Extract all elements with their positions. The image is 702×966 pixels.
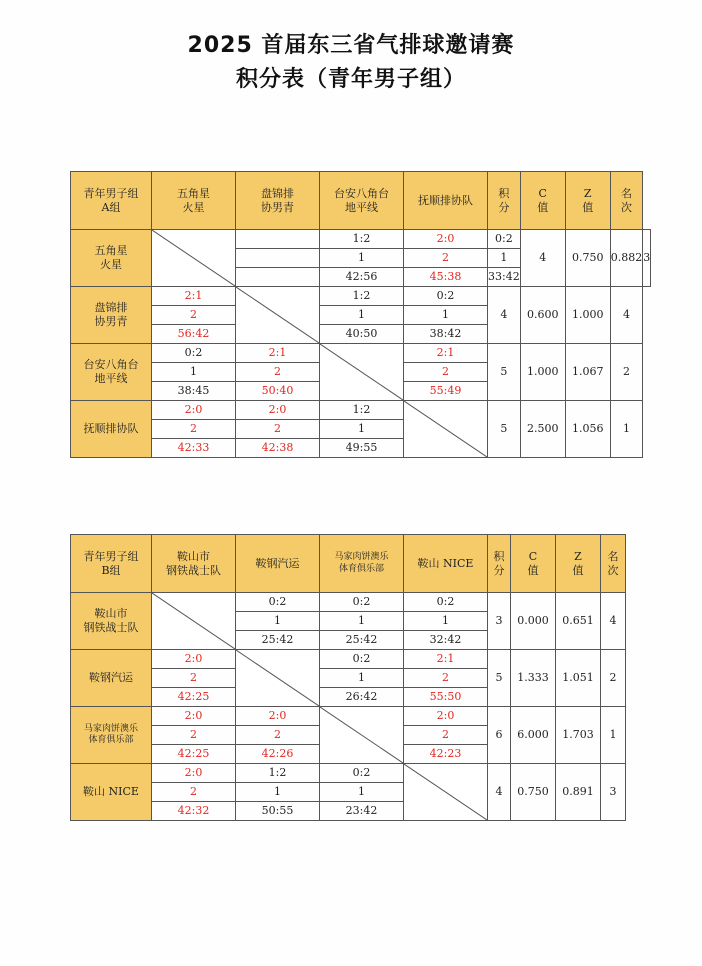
self-match-diagonal	[152, 230, 236, 287]
match-points-cell: 2	[404, 249, 488, 268]
text-line: 五角星	[177, 186, 210, 200]
match-score-cell: 0:2	[404, 287, 488, 306]
text-line: 协男青	[261, 200, 294, 214]
match-score-cell: 2:0	[236, 401, 320, 420]
points-header	[488, 172, 521, 230]
c-value-cell: 2.500	[520, 401, 565, 458]
match-points-cell: 2	[404, 363, 488, 382]
match-balls-cell: 40:50	[320, 325, 404, 344]
team-row-header	[71, 764, 152, 821]
team-column-header	[404, 172, 488, 230]
text-line: 青年男子组	[83, 186, 139, 200]
match-points-cell: 1	[320, 249, 404, 268]
match-balls-cell: 55:50	[404, 688, 488, 707]
match-balls-cell: 42:56	[320, 268, 404, 287]
diagonal-line	[152, 230, 235, 286]
z-value-cell: 0.882	[610, 230, 643, 287]
match-score-cell: 0:2	[320, 650, 404, 669]
text-line: C	[538, 186, 547, 200]
match-balls-cell: 25:42	[320, 631, 404, 650]
total-points-cell: 5	[488, 344, 521, 401]
match-score-cell: 2:0	[152, 764, 236, 783]
team-row-header	[71, 593, 152, 650]
text-line: 马家肉饼澳乐	[334, 552, 389, 563]
match-balls-cell: 38:45	[152, 382, 236, 401]
team-column-header	[152, 535, 236, 593]
match-points-cell: 1	[404, 306, 488, 325]
match-score-cell: 0:2	[152, 344, 236, 363]
match-points-cell: 1	[320, 783, 404, 802]
rank-header	[601, 535, 626, 593]
self-match-diagonal	[152, 593, 236, 650]
text-line: 体育俱乐部	[88, 735, 134, 745]
text-line: B组	[101, 563, 121, 577]
match-balls-cell: 55:49	[404, 382, 488, 401]
match-points-cell: 2	[152, 306, 236, 325]
diagonal-line	[404, 764, 487, 820]
team-row-header	[71, 230, 152, 287]
team-column-header	[320, 172, 404, 230]
c-value-cell: 1.333	[511, 650, 556, 707]
text-line: 鞍钢汽运	[89, 671, 133, 685]
z-value-cell: 0.651	[556, 593, 601, 650]
c-value-header	[520, 172, 565, 230]
text-line: C	[528, 549, 538, 563]
match-score-cell: 1:2	[236, 764, 320, 783]
match-score-cell: 1:2	[320, 287, 404, 306]
match-balls-cell: 32:42	[404, 631, 488, 650]
match-balls-cell: 42:23	[404, 745, 488, 764]
match-balls-cell: 42:33	[152, 439, 236, 458]
text-line: 体育俱乐部	[338, 563, 384, 574]
z-value-header	[556, 535, 601, 593]
match-score-cell: 2:1	[404, 650, 488, 669]
match-points-cell: 2	[152, 420, 236, 439]
text-line: A组	[101, 200, 121, 214]
match-balls-cell: 33:42	[488, 268, 521, 287]
z-value-cell: 1.067	[565, 344, 610, 401]
rank-cell: 2	[610, 344, 643, 401]
team-column-header	[320, 535, 404, 593]
z-value-header	[565, 172, 610, 230]
text-line: 台安八角台	[334, 186, 389, 200]
match-points-cell: 2	[404, 669, 488, 688]
total-points-cell: 5	[488, 401, 521, 458]
match-score-cell: 1:2	[320, 230, 404, 249]
self-match-diagonal	[320, 344, 404, 401]
match-score-cell: 1:2	[320, 401, 404, 420]
text-line: 抚顺排协队	[83, 422, 139, 436]
page-title-line1: 2025 首届东三省气排球邀请赛	[187, 33, 515, 58]
match-points-cell: 1	[320, 669, 404, 688]
match-points-cell: 1	[488, 249, 521, 268]
text-line: 地平线	[94, 372, 128, 385]
text-line: 次	[607, 563, 619, 577]
rank-cell: 1	[610, 401, 643, 458]
match-balls-cell	[236, 268, 320, 287]
text-line: 值	[572, 563, 584, 577]
team-column-header	[152, 172, 236, 230]
match-score-cell: 0:2	[236, 593, 320, 612]
z-value-cell: 1.000	[565, 287, 610, 344]
match-points-cell: 1	[320, 420, 404, 439]
match-balls-cell: 42:25	[152, 745, 236, 764]
c-value-cell: 0.600	[520, 287, 565, 344]
match-balls-cell: 45:38	[404, 268, 488, 287]
text-line: Z	[583, 186, 592, 200]
text-line: 次	[620, 200, 632, 214]
text-line: 值	[527, 563, 539, 577]
diagonal-line	[236, 287, 319, 343]
text-line: 火星	[100, 258, 122, 271]
text-line: 钢铁战士队	[83, 621, 139, 634]
match-points-cell: 1	[404, 612, 488, 631]
match-balls-cell: 50:40	[236, 382, 320, 401]
total-points-cell: 6	[488, 707, 511, 764]
match-points-cell	[236, 249, 320, 268]
text-line: 分	[493, 563, 505, 577]
text-line: 值	[537, 200, 549, 214]
rank-cell: 4	[601, 593, 626, 650]
match-score-cell: 2:0	[404, 230, 488, 249]
text-line: 青年男子组	[83, 549, 139, 563]
match-points-cell: 2	[152, 783, 236, 802]
group-b-standings-table	[70, 534, 626, 821]
match-score-cell: 2:1	[152, 287, 236, 306]
text-line: 鞍山市	[94, 607, 128, 621]
rank-cell: 4	[610, 287, 643, 344]
team-row-header	[71, 344, 152, 401]
match-points-cell: 2	[236, 363, 320, 382]
match-points-cell: 2	[152, 726, 236, 745]
corner-header	[71, 535, 152, 593]
c-value-cell: 6.000	[511, 707, 556, 764]
diagonal-line	[320, 344, 403, 400]
match-balls-cell: 25:42	[236, 631, 320, 650]
match-score-cell: 0:2	[488, 230, 521, 249]
match-points-cell: 2	[236, 726, 320, 745]
match-balls-cell: 49:55	[320, 439, 404, 458]
diagonal-line	[152, 593, 235, 649]
match-score-cell: 2:1	[404, 344, 488, 363]
c-value-cell: 1.000	[520, 344, 565, 401]
c-value-cell: 0.000	[511, 593, 556, 650]
c-value-cell: 0.750	[511, 764, 556, 821]
text-line: 协男青	[94, 315, 128, 328]
total-points-cell: 3	[488, 593, 511, 650]
match-balls-cell: 42:32	[152, 802, 236, 821]
total-points-cell: 4	[488, 764, 511, 821]
match-points-cell: 1	[152, 363, 236, 382]
match-score-cell	[236, 230, 320, 249]
self-match-diagonal	[320, 707, 404, 764]
text-line: 鞍山 NICE	[417, 556, 474, 570]
match-score-cell: 2:0	[152, 707, 236, 726]
match-score-cell: 2:0	[152, 401, 236, 420]
z-value-cell: 1.051	[556, 650, 601, 707]
team-column-header	[236, 535, 320, 593]
text-line: 马家肉饼澳乐	[83, 723, 138, 734]
match-score-cell: 0:2	[404, 593, 488, 612]
text-line: 台安八角台	[83, 358, 139, 372]
text-line: 火星	[182, 200, 205, 214]
diagonal-line	[236, 650, 319, 706]
rank-cell: 1	[601, 707, 626, 764]
self-match-diagonal	[236, 650, 320, 707]
text-line: 值	[582, 200, 594, 214]
text-line: 鞍山 NICE	[83, 785, 139, 799]
match-balls-cell: 26:42	[320, 688, 404, 707]
match-balls-cell: 56:42	[152, 325, 236, 344]
match-balls-cell: 50:55	[236, 802, 320, 821]
text-line: 积	[498, 186, 510, 200]
total-points-cell: 5	[488, 650, 511, 707]
c-value-cell: 0.750	[565, 230, 610, 287]
points-header	[488, 535, 511, 593]
self-match-diagonal	[404, 764, 488, 821]
match-points-cell: 1	[320, 306, 404, 325]
rank-cell: 2	[601, 650, 626, 707]
text-line: 鞍钢汽运	[255, 556, 300, 570]
match-score-cell: 0:2	[320, 593, 404, 612]
match-points-cell: 2	[152, 669, 236, 688]
match-points-cell: 1	[236, 783, 320, 802]
match-score-cell: 0:2	[320, 764, 404, 783]
text-line: 地平线	[345, 200, 378, 214]
text-line: 盘锦排	[261, 186, 294, 200]
match-balls-cell: 42:26	[236, 745, 320, 764]
corner-header	[71, 172, 152, 230]
team-row-header	[71, 287, 152, 344]
text-line: 抚顺排协队	[418, 193, 473, 207]
text-line: 钢铁战士队	[166, 563, 221, 577]
match-points-cell: 2	[236, 420, 320, 439]
rank-header	[610, 172, 643, 230]
match-score-cell: 2:1	[236, 344, 320, 363]
self-match-diagonal	[236, 287, 320, 344]
self-match-diagonal	[404, 401, 488, 458]
match-points-cell: 2	[404, 726, 488, 745]
match-score-cell: 2:0	[152, 650, 236, 669]
match-points-cell: 1	[236, 612, 320, 631]
match-score-cell: 2:0	[236, 707, 320, 726]
rank-cell: 3	[601, 764, 626, 821]
match-balls-cell: 38:42	[404, 325, 488, 344]
match-points-cell: 1	[320, 612, 404, 631]
team-row-header	[71, 650, 152, 707]
page-title-line2: 积分表（青年男子组）	[235, 67, 466, 92]
team-column-header	[236, 172, 320, 230]
team-column-header	[404, 535, 488, 593]
text-line: 积	[493, 549, 505, 563]
group-a-standings-table	[70, 171, 651, 458]
z-value-cell: 1.056	[565, 401, 610, 458]
total-points-cell: 4	[520, 230, 565, 287]
match-balls-cell: 42:25	[152, 688, 236, 707]
text-line: 盘锦排	[94, 301, 128, 315]
text-line: Z	[574, 549, 582, 563]
team-row-header	[71, 707, 152, 764]
total-points-cell: 4	[488, 287, 521, 344]
team-row-header	[71, 401, 152, 458]
text-line: 名	[620, 186, 632, 200]
z-value-cell: 1.703	[556, 707, 601, 764]
c-value-header	[511, 535, 556, 593]
diagonal-line	[404, 401, 487, 457]
text-line: 鞍山市	[177, 549, 210, 563]
rank-cell: 3	[643, 230, 651, 287]
match-score-cell: 2:0	[404, 707, 488, 726]
text-line: 五角星	[94, 244, 128, 258]
diagonal-line	[320, 707, 403, 763]
z-value-cell: 0.891	[556, 764, 601, 821]
text-line: 分	[498, 200, 510, 214]
match-balls-cell: 42:38	[236, 439, 320, 458]
match-balls-cell: 23:42	[320, 802, 404, 821]
text-line: 名	[607, 549, 619, 563]
